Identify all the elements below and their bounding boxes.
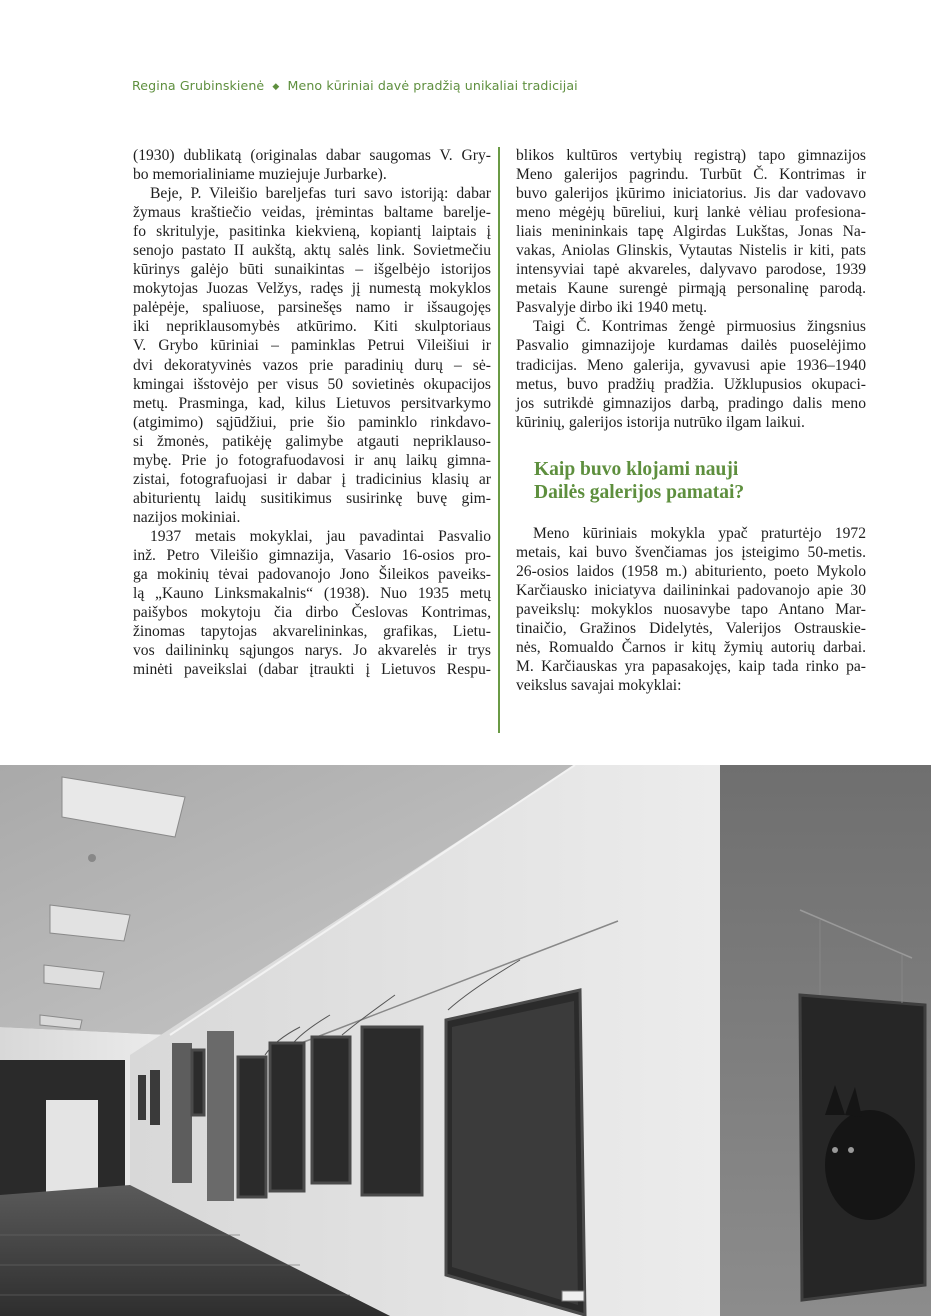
- text-line: fo skritulyje, pasitinka kiekvieną, kopiantį laiptais į: [133, 223, 491, 241]
- text-line: nės, Romualdo Čarnos ir kitų žymių autorių darbai.: [516, 638, 866, 656]
- text-line: kūrinys galėjo būti sunaikintas – išgelbėjo istorijos: [133, 261, 491, 279]
- paragraph: [133, 184, 491, 527]
- section-heading: [534, 458, 866, 504]
- text-line: blikos kultūros vertybių registrą) tapo gimnazijos: [516, 147, 866, 164]
- text-line: žinomas tapytojas akvarelininkas, grafikas, Lietu-: [133, 623, 491, 641]
- text-line: metais, kai buvo švenčiamas jos įsteigimo 50-metis.: [516, 543, 866, 561]
- text-line: zistai, fotografuojasi ir dabar į tradicinius klasių ar: [133, 470, 491, 488]
- text-line: intensyviai tapė akvareles, dalyvavo parodose, 1939: [516, 261, 866, 279]
- text-line: tinaičio, Gražinos Didelytės, Valerijos Ostrauskie-: [516, 619, 866, 637]
- text-line: vos dailininkų sąjungos narys. Jo akvarelės ir trys: [133, 642, 491, 660]
- text-line: kmingai išstovėjo per visus 50 sovietinės okupacijos: [133, 375, 491, 393]
- text-line: senojo pastato II aukštą, aktų salės link. Sovietmečiu: [133, 242, 491, 260]
- text-line: žymaus kraštiečio veidas, įrėmintas baltame barelje-: [133, 204, 491, 222]
- header-title: Meno kūriniai davė pradžią unikaliai tradicijai: [287, 78, 578, 93]
- text-line: Beje, P. Vileišio bareljefas turi savo istoriją: dabar: [150, 185, 491, 203]
- text-line: 1937 metais mokyklai, jau pavadintai Pasvalio: [150, 527, 491, 545]
- photo-illustration: [0, 765, 931, 1316]
- text-line: minėti paveikslai (dabar įtraukti į Lietuvos Respu-: [133, 661, 491, 679]
- text-line: metus, buvo pradžių pradžia. Užklupusios okupaci-: [516, 375, 866, 393]
- text-line: metų. Prasminga, kad, kilus Lietuvos persitvarkymo: [133, 394, 491, 412]
- text-line: Meno galerijos pagrindu. Turbūt Č. Kontrimas ir: [516, 166, 866, 184]
- text-line: vakas, Aniolas Glinskis, Vytautas Nistelis ir kiti, pats: [516, 242, 866, 260]
- running-header: [132, 78, 578, 93]
- text-line: si žmonės, patikėję galimybe atgauti nepriklauso-: [133, 432, 491, 450]
- text-line: iki nepriklausomybės atkūrimo. Kiti skulptoriaus: [133, 318, 491, 336]
- text-line: palėpėje, spaliuose, parsinešęs namo ir išsaugojęs: [133, 299, 491, 317]
- text-line: 26-osios laidos (1958 m.) abituriento, poeto Mykolo: [516, 562, 866, 580]
- corridor-gallery-photo: [0, 765, 931, 1316]
- text-line: abiturientų laidų susitikimus susirinkę buvę gim-: [133, 489, 491, 507]
- text-line: meno mėgėjų būreliui, kurį lankė vėliau profesiona-: [516, 204, 866, 222]
- text-line: Meno kūriniais mokykla ypač praturtėjo 1972: [533, 524, 866, 542]
- text-line: buvo galerijos įkūrimo iniciatorius. Jis dar vadovavo: [516, 185, 866, 203]
- paragraph: [516, 317, 866, 431]
- text-line: paveikslų: mokyklos nuosavybe tapo Antano Mar-: [516, 600, 866, 618]
- text-line: tradicijas. Meno galerija, gyvavusi apie 1936–1940: [516, 356, 866, 374]
- text-line: nazijos mokiniai.: [133, 508, 241, 526]
- heading-line: Dailės galerijos pamatai?: [534, 481, 745, 503]
- text-line: kūrinių, galerijos istorija nutrūko ilgam laikui.: [516, 413, 805, 431]
- text-line: paišybos mokytoju čia dirbo Česlovas Kontrimas,: [133, 604, 491, 622]
- heading-line: Kaip buvo klojami nauji: [534, 458, 739, 480]
- text-line: Taigi Č. Kontrimas žengė pirmuosius žingsnius: [533, 318, 866, 336]
- text-line: (atgimimo) sąjūdžiui, prie šio paminklo rinkdavo-: [133, 413, 491, 431]
- text-line: Pasvalyje dirbo iki 1940 metų.: [516, 299, 708, 317]
- paragraph: [133, 527, 491, 679]
- text-line: liais menininkais tapę Algirdas Lukštas, Jonas Na-: [516, 223, 866, 241]
- text-line: Pasvalio gimnazijoje kurdamas dailės puoselėjimo: [516, 337, 866, 355]
- text-line: mokytojas Juozas Velžys, radęs jį numestą mokyklos: [133, 280, 491, 298]
- diamond-separator-icon: ◆: [272, 82, 280, 92]
- text-line: ga mokinių tėvai padovanojo Jono Šileikos paveiks-: [133, 566, 491, 584]
- text-line: mybę. Prie jo fotografuodavosi ir anų laikų gimna-: [133, 451, 491, 469]
- text-line: (1930) dublikatą (originalas dabar saugomas V. Gry-: [133, 147, 491, 164]
- text-line: inž. Petro Vileišio gimnazija, Vasario 16-osios pro-: [133, 546, 491, 564]
- text-line: jos sutrikdė gimnazijos darbą, pradingo dalis meno: [516, 394, 866, 412]
- text-line: dvi dekoratyvinės vazos prie paradinių durų – sė-: [133, 356, 491, 374]
- text-line: lą „Kauno Linksmakalnis“ (1938). Nuo 1935 metų: [133, 585, 491, 603]
- paragraph: [133, 146, 491, 184]
- text-line: V. Grybo kūriniai – paminklas Petrui Vileišiui ir: [133, 337, 491, 355]
- paragraph: [516, 146, 866, 317]
- text-line: Karčiausko iniciatyva dailininkai padovanojo apie 30: [516, 581, 866, 599]
- text-line: metais Kaune surengė pirmąją personalinę parodą.: [516, 280, 866, 298]
- text-line: bo memorialiniame muziejuje Jurbarke).: [133, 166, 387, 184]
- text-line: M. Karčiauskas yra papasakojęs, kaip tada rinko pa-: [516, 658, 866, 676]
- header-author: Regina Grubinskienė: [132, 78, 265, 93]
- column-divider: [498, 147, 500, 733]
- left-column: [133, 146, 491, 679]
- paragraph: [516, 524, 866, 695]
- right-column: [516, 146, 866, 695]
- text-line: veikslus savajai mokyklai:: [516, 677, 682, 695]
